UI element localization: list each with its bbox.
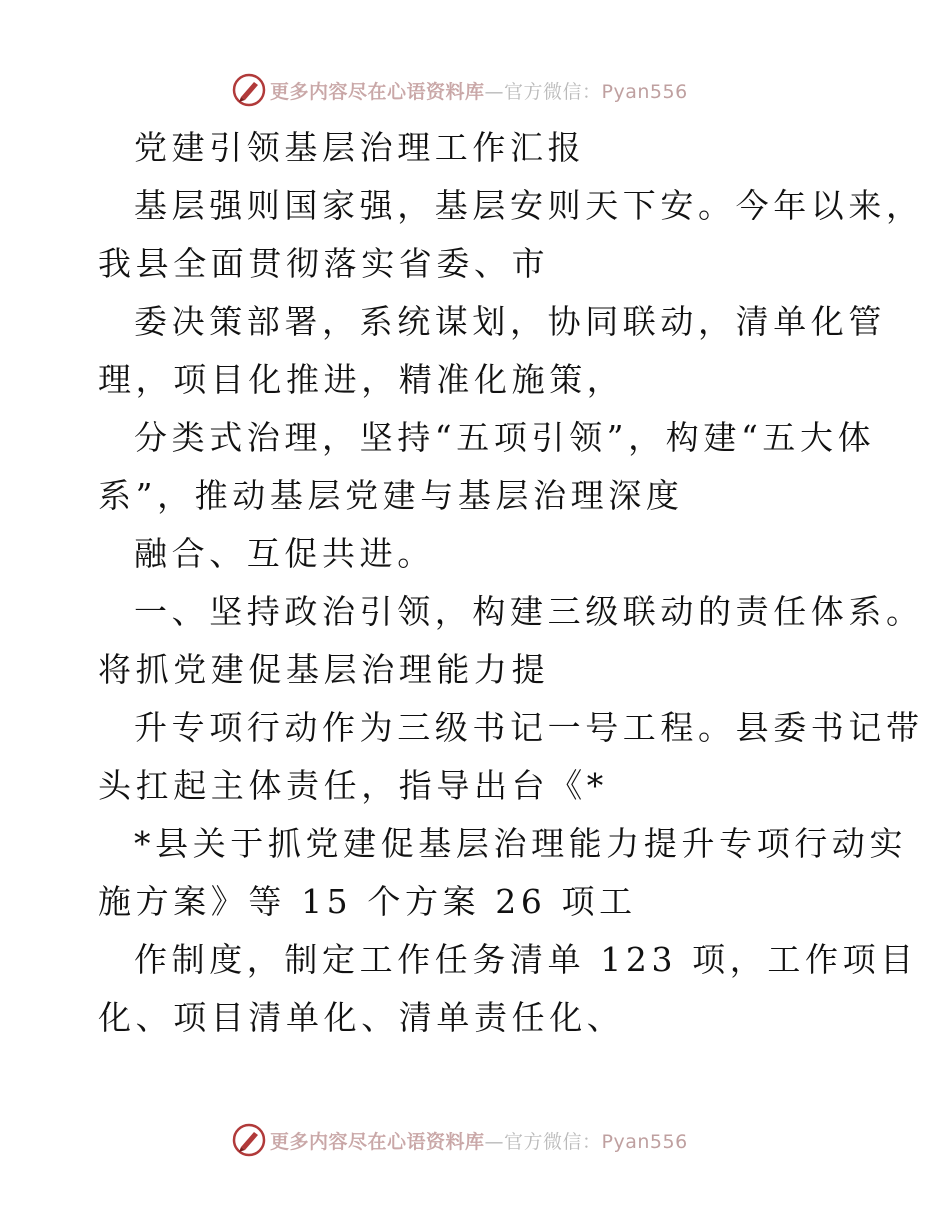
watermark-banner-top bbox=[232, 72, 732, 108]
document-title: 党建引领基层治理工作汇报 bbox=[134, 128, 586, 167]
text-line: 分类式治理，坚持“五项引领”，构建“五大体 bbox=[134, 418, 876, 457]
watermark-banner-bottom bbox=[232, 1122, 732, 1158]
text-line: 我县全面贯彻落实省委、市 bbox=[98, 244, 550, 283]
text-line: 基层强则国家强，基层安则天下安。今年以来， bbox=[134, 186, 924, 225]
section-heading: 一、坚持政治引领，构建三级联动的责任体系。 bbox=[134, 592, 924, 631]
pen-logo-icon bbox=[232, 1123, 266, 1157]
text-line: 化、项目清单化、清单责任化、 bbox=[98, 998, 625, 1037]
text-line: *县关于抓党建促基层治理能力提升专项行动实 bbox=[134, 824, 908, 863]
watermark-text: 更多内容尽在心语资料库—官方微信：Pyan556 bbox=[270, 1130, 688, 1153]
text-line: 作制度，制定工作任务清单 123 项，工作项目 bbox=[134, 940, 918, 979]
text-line: 将抓党建促基层治理能力提 bbox=[98, 650, 550, 689]
text-line: 施方案》等 15 个方案 26 项工 bbox=[98, 882, 637, 921]
text-line: 理，项目化推进，精准化施策， bbox=[98, 360, 625, 399]
text-line: 融合、互促共进。 bbox=[134, 534, 435, 573]
text-line: 头扛起主体责任，指导出台《* bbox=[98, 766, 608, 805]
text-line: 系”，推动基层党建与基层治理深度 bbox=[98, 476, 684, 515]
pen-logo-icon bbox=[232, 73, 266, 107]
watermark-text: 更多内容尽在心语资料库—官方微信：Pyan556 bbox=[270, 80, 688, 103]
text-line: 委决策部署，系统谋划，协同联动，清单化管 bbox=[134, 302, 886, 341]
text-line: 升专项行动作为三级书记一号工程。县委书记带 bbox=[134, 708, 924, 747]
